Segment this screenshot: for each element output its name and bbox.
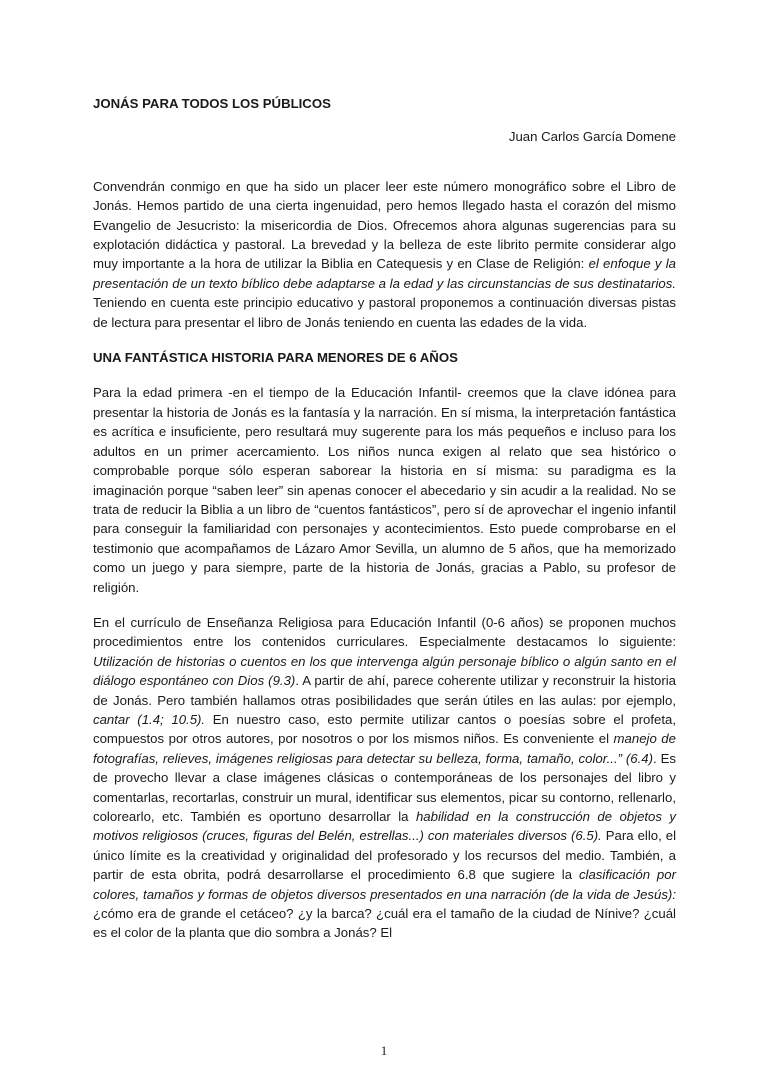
paragraph-early-childhood: Para la edad primera -en el tiempo de la Educación Infantil- creemos que la clave idónea para presentar la historia de Jonás es la fantasía y la narración. En sí misma, la interpretación fantástica es acrítica e insuficiente, pero resultará muy sugerente para los más pequeños e incluso para los adultos en un primer acercamiento. Los niños nunca exigen al relato que sea histórico o comprobable porque sólo esperan saborear la historia en sí misma: su paradigma es la imaginación porque “saben leer” sin apenas conocer el abecedario y sin acudir a la realidad. No se trata de reducir la Biblia a un libro de “cuentos fantásticos”, pero sí de aprovechar el ingenio infantil para conseguir la familiaridad con personajes y acontecimientos. Esto puede comprobarse en el testimonio que acompañamos de Lázaro Amor Sevilla, un alumno de 5 años, que ha memorizado como un juego y para siempre, parte de la historia de Jonás, gracias a Pablo, su profesor de religión.: [93, 385, 676, 595]
text-run: ¿cómo era de grande el cetáceo? ¿y la barca? ¿cuál era el tamaño de la ciudad de Nínive? ¿cuál es el color de la planta que dio sombra a Jonás? El: [93, 906, 676, 941]
text-run: En el currículo de Enseñanza Religiosa para Educación Infantil (0-6 años) se proponen muchos procedimientos entre los contenidos curriculares. Especialmente destacamos lo siguiente:: [93, 614, 676, 650]
page-number: 1: [380, 1043, 388, 1058]
text-run: Teniendo en cuenta este principio educativo y pastoral proponemos a continuación diversas pistas de lectura para presentar el libro de Jonás teniendo en cuenta las edades de la vida.: [93, 295, 676, 330]
document-body: [93, 94, 676, 943]
emphasis-run: habilidad en la construcción de objetos y motivos religiosos (cruces, figuras del Belén, estrellas...) con materiales diversos (6.5).: [93, 809, 677, 844]
text-run: Para ello, el único límite es la creatividad y originalidad del profesorado y los recursos del medio. También, a partir de esta obrita, podrá desarrollarse el procedimiento 6.8 que sugiere la: [93, 828, 677, 883]
document-title: JONÁS PARA TODOS LOS PÚBLICOS: [93, 96, 331, 111]
emphasis-run: clasificación por colores, tamaños y formas de objetos diversos presentados en una narración (de la vida de Jesús):: [93, 867, 676, 902]
emphasis-run: Utilización de historias o cuentos en los que intervenga algún personaje bíblico o algún santo en el diálogo espontáneo con Dios (9.3): [93, 653, 676, 689]
section-heading: UNA FANTÁSTICA HISTORIA PARA MENORES DE 6 AÑOS: [93, 350, 458, 366]
author-name: Juan Carlos García Domene: [508, 129, 676, 145]
emphasis-run: el enfoque y la presentación de un texto bíblico debe adaptarse a la edad y las circunstancias de sus destinatarios.: [93, 256, 676, 291]
text-run: Convendrán conmigo en que ha sido un placer leer este número monográfico sobre el Libro de Jonás. Hemos partido de una cierta ingenuidad, pero hemos llegado hasta el corazón del mismo Evangelio de Jesucristo: la misericordia de Dios. Ofrecemos ahora algunas sugerencias para su explotación didáctica y pastoral. La brevedad y la belleza de este librito permite considerar algo muy importante a la hora de utilizar la Biblia en Catequesis y en Clase de Religión:: [93, 178, 676, 272]
text-run: En nuestro caso, esto permite utilizar cantos o poesías sobre el profeta, compuestos por otros autores, por nosotros o por los mismos niños. Es conveniente el: [93, 711, 676, 747]
intro-paragraph: [93, 177, 676, 332]
emphasis-run: cantar (1.4; 10.5).: [93, 711, 206, 727]
text-run: . A partir de ahí, parece coherente utilizar y reconstruir la historia de Jonás. Pero también hallamos otras posibilidades que serán útiles en las aulas: por ejemplo,: [93, 673, 676, 708]
emphasis-run: manejo de fotografías, relieves, imágenes religiosas para detectar su belleza, forma, tamaño, color...” (6.4): [93, 731, 676, 766]
text-run: . Es de provecho llevar a clase imágenes clásicas o contemporáneas de los personajes del libro y comentarlas, recortarlas, construir un mural, identificar sus elementos, picar su contorno, rellenarlo, colorearlo, etc. También es oportuno desarrollar la: [93, 750, 676, 824]
paragraph-curriculum: [93, 613, 676, 943]
